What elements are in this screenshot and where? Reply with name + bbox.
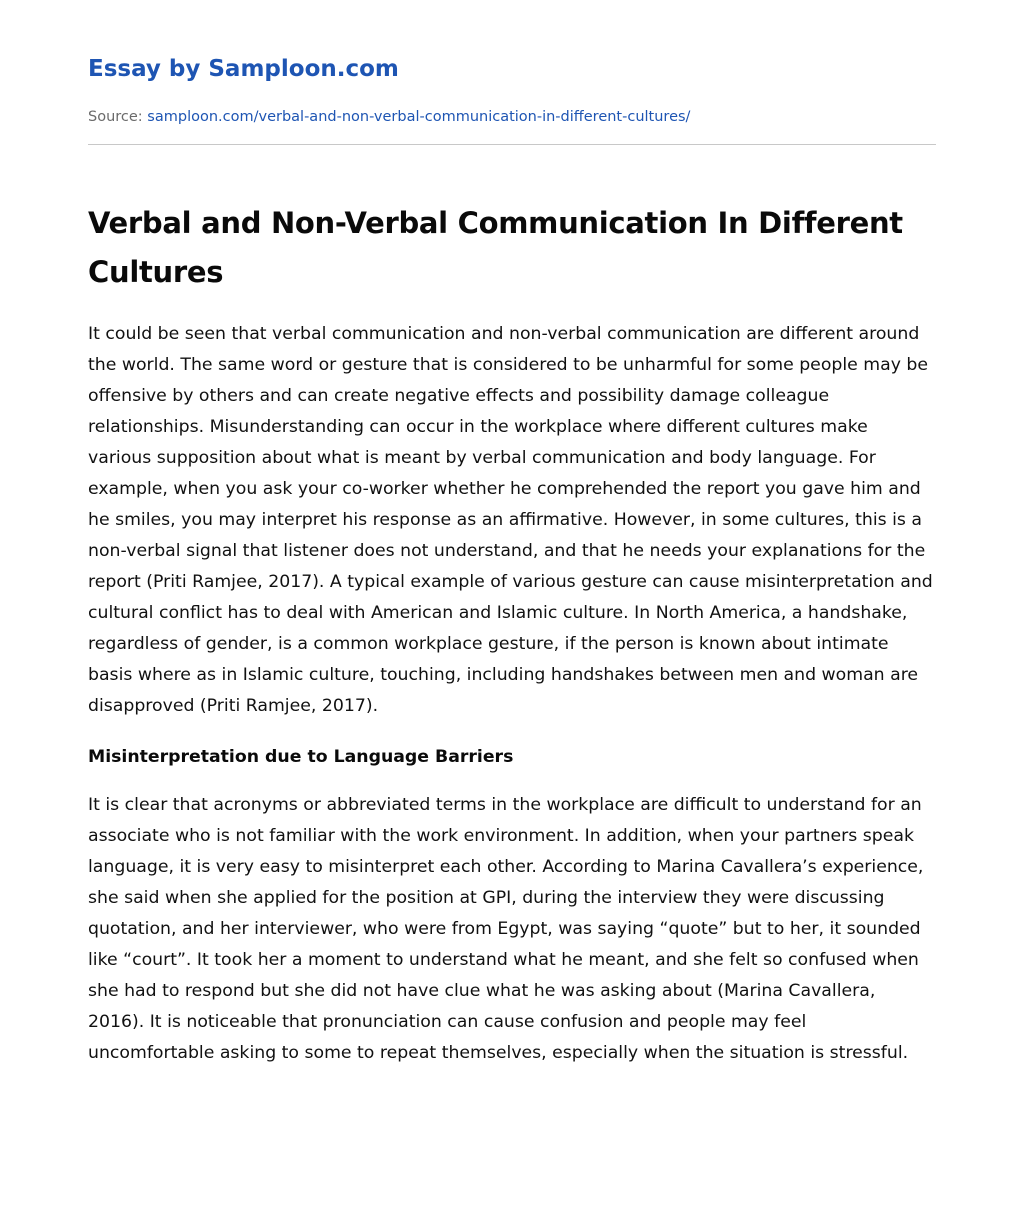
- paragraph-2: It is clear that acronyms or abbreviated terms in the workplace are difficult to understand for an associate who is not familiar with the work environment. In addition, when your partners speak language, it is very easy to misinterpret each other. According to Marina Cavallera’s experience, she said when she applied for the position at GPI, during the interview they were discussing quotation, and her interviewer, who were from Egypt, was saying “quote” but to her, it sounded like “court”. It took her a moment to understand what he meant, and she felt so confused when she had to respond but she did not have clue what he was asking about (Marina Cavallera, 2016). It is noticeable that pronunciation can cause confusion and people may feel uncomfortable asking to some to repeat themselves, especially when the situation is stressful.: [88, 795, 924, 1063]
- essay-page: [88, 0, 936, 1069]
- header-divider: [88, 144, 936, 145]
- paragraph-1: It could be seen that verbal communication and non-verbal communication are different around the world. The same word or gesture that is considered to be unharmful for some people may be offensive by others and can create negative effects and possibility damage colleague relationships. Misunderstanding can occur in the workplace where different cultures make various supposition about what is meant by verbal communication and body language. For example, when you ask your co-worker whether he comprehended the report you gave him and he smiles, you may interpret his response as an affirmative. However, in some cultures, this is a non-verbal signal that listener does not understand, and that he needs your explanations for the report (Priti Ramjee, 2017). A typical example of various gesture can cause misinterpretation and cultural conflict has to deal with American and Islamic culture. In North America, a handshake, regardless of gender, is a common workplace gesture, if the person is known about intimate basis where as in Islamic culture, touching, including handshakes between men and woman are disapproved (Priti Ramjee, 2017).: [88, 324, 933, 716]
- essay-title: Verbal and Non-Verbal Communication In Different Cultures: [88, 206, 903, 289]
- site-brand: Essay by Samploon.com: [88, 56, 399, 82]
- subheading-language-barriers: Misinterpretation due to Language Barriers: [88, 747, 514, 767]
- source-link[interactable]: samploon.com/verbal-and-non-verbal-communication-in-different-cultures/: [147, 109, 691, 125]
- source-label: Source:: [88, 109, 143, 125]
- source-line: [88, 106, 936, 128]
